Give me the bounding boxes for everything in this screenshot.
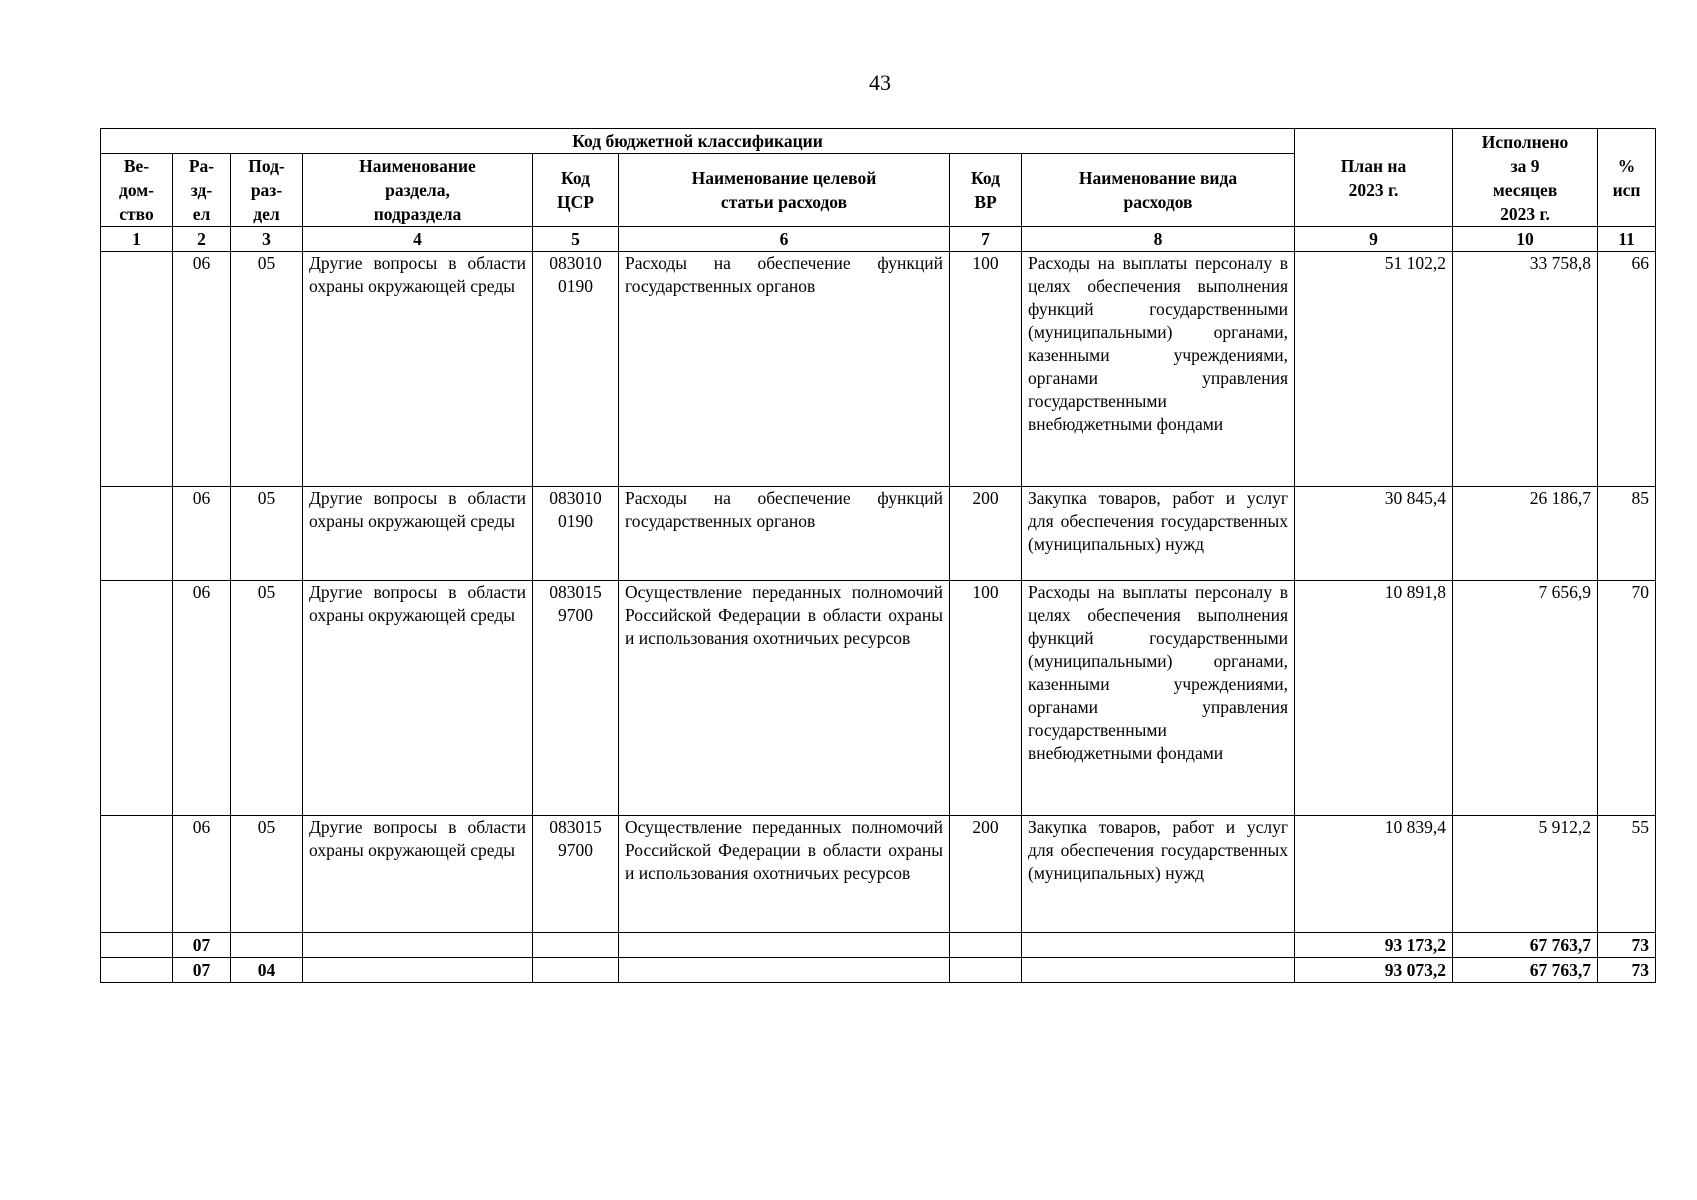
cell-vr: 100: [950, 581, 1022, 816]
column-number: 5: [533, 227, 619, 252]
cell-vr: 200: [950, 487, 1022, 581]
cell-csr: 083010 0190: [533, 252, 619, 487]
cell-razdel: 06: [173, 252, 231, 487]
header-type-name: Наименование вида расходов: [1022, 154, 1295, 227]
header-vedomstvo: Ве- дом- ство: [101, 154, 173, 227]
column-number: 7: [950, 227, 1022, 252]
page-number: 43: [869, 70, 891, 95]
column-number: 2: [173, 227, 231, 252]
cell-percent: 73: [1598, 933, 1656, 958]
header-row-group: [101, 129, 1656, 154]
cell-type-name: Расходы на выплаты персоналу в целях обеспечения выполнения функций государственными (муниципальными) органами, казенными учреждениями, органами управления государственными внебюджетными фондами: [1022, 581, 1295, 816]
cell-plan: 30 845,4: [1295, 487, 1453, 581]
cell-razdel: 06: [173, 816, 231, 933]
cell-vr: [950, 958, 1022, 983]
cell-type-name: [1022, 933, 1295, 958]
column-number: 6: [619, 227, 950, 252]
cell-percent: 73: [1598, 958, 1656, 983]
column-number: 8: [1022, 227, 1295, 252]
cell-razdel: 07: [173, 933, 231, 958]
cell-podrazdel: 05: [231, 816, 303, 933]
cell-plan: 10 891,8: [1295, 581, 1453, 816]
cell-executed: 33 758,8: [1453, 252, 1598, 487]
cell-podrazdel: 05: [231, 252, 303, 487]
cell-section-name: Другие вопросы в области охраны окружающей среды: [303, 487, 533, 581]
cell-percent: 70: [1598, 581, 1656, 816]
header-budget-classification: Код бюджетной классификации: [101, 129, 1295, 154]
column-number: 3: [231, 227, 303, 252]
header-section-name: Наименование раздела, подраздела: [303, 154, 533, 227]
table-row: [101, 581, 1656, 816]
cell-plan: 51 102,2: [1295, 252, 1453, 487]
cell-executed: 67 763,7: [1453, 958, 1598, 983]
cell-target-name: [619, 933, 950, 958]
cell-vedomstvo: [101, 252, 173, 487]
total-row-section: [101, 933, 1656, 958]
cell-csr: [533, 933, 619, 958]
cell-podrazdel: 05: [231, 581, 303, 816]
cell-section-name: Другие вопросы в области охраны окружающей среды: [303, 581, 533, 816]
cell-executed: 26 186,7: [1453, 487, 1598, 581]
column-number: 1: [101, 227, 173, 252]
header-code-vr: Код ВР: [950, 154, 1022, 227]
total-row-subsection: [101, 958, 1656, 983]
cell-csr: 083015 9700: [533, 816, 619, 933]
header-target-name: Наименование целевой статьи расходов: [619, 154, 950, 227]
cell-section-name: [303, 933, 533, 958]
header-code-csr: Код ЦСР: [533, 154, 619, 227]
cell-target-name: Осуществление переданных полномочий Российской Федерации в области охраны и использования охотничьих ресурсов: [619, 581, 950, 816]
cell-podrazdel: 05: [231, 487, 303, 581]
cell-target-name: Расходы на обеспечение функций государственных органов: [619, 487, 950, 581]
cell-vedomstvo: [101, 933, 173, 958]
table-row: [101, 252, 1656, 487]
cell-razdel: 06: [173, 487, 231, 581]
cell-vr: 100: [950, 252, 1022, 487]
cell-vedomstvo: [101, 581, 173, 816]
header-executed: Исполнено за 9 месяцев 2023 г.: [1453, 129, 1598, 227]
cell-plan: 93 073,2: [1295, 958, 1453, 983]
cell-target-name: Расходы на обеспечение функций государственных органов: [619, 252, 950, 487]
cell-type-name: Расходы на выплаты персоналу в целях обеспечения выполнения функций государственными (муниципальными) органами, казенными учреждениями, органами управления государственными внебюджетными фондами: [1022, 252, 1295, 487]
cell-target-name: [619, 958, 950, 983]
cell-csr: [533, 958, 619, 983]
cell-section-name: Другие вопросы в области охраны окружающей среды: [303, 816, 533, 933]
cell-plan: 10 839,4: [1295, 816, 1453, 933]
cell-type-name: [1022, 958, 1295, 983]
column-number: 11: [1598, 227, 1656, 252]
column-number: 4: [303, 227, 533, 252]
cell-percent: 66: [1598, 252, 1656, 487]
cell-target-name: Осуществление переданных полномочий Российской Федерации в области охраны и использования охотничьих ресурсов: [619, 816, 950, 933]
table-row: [101, 487, 1656, 581]
cell-percent: 85: [1598, 487, 1656, 581]
cell-percent: 55: [1598, 816, 1656, 933]
cell-executed: 7 656,9: [1453, 581, 1598, 816]
table-row: [101, 816, 1656, 933]
cell-executed: 5 912,2: [1453, 816, 1598, 933]
cell-csr: 083015 9700: [533, 581, 619, 816]
cell-podrazdel: [231, 933, 303, 958]
cell-vedomstvo: [101, 816, 173, 933]
cell-csr: 083010 0190: [533, 487, 619, 581]
cell-section-name: [303, 958, 533, 983]
cell-type-name: Закупка товаров, работ и услуг для обеспечения государственных (муниципальных) нужд: [1022, 487, 1295, 581]
cell-vedomstvo: [101, 487, 173, 581]
cell-vr: 200: [950, 816, 1022, 933]
header-podrazdel: Под- раз- дел: [231, 154, 303, 227]
cell-razdel: 06: [173, 581, 231, 816]
column-number: 10: [1453, 227, 1598, 252]
cell-vr: [950, 933, 1022, 958]
header-razdel: Ра- зд- ел: [173, 154, 231, 227]
cell-razdel: 07: [173, 958, 231, 983]
cell-plan: 93 173,2: [1295, 933, 1453, 958]
column-number: 9: [1295, 227, 1453, 252]
cell-section-name: Другие вопросы в области охраны окружающей среды: [303, 252, 533, 487]
cell-type-name: Закупка товаров, работ и услуг для обеспечения государственных (муниципальных) нужд: [1022, 816, 1295, 933]
header-column-numbers: [101, 227, 1656, 252]
cell-vedomstvo: [101, 958, 173, 983]
budget-table: [100, 128, 1656, 983]
header-percent: % исп: [1598, 129, 1656, 227]
header-plan: План на 2023 г.: [1295, 129, 1453, 227]
cell-executed: 67 763,7: [1453, 933, 1598, 958]
cell-podrazdel: 04: [231, 958, 303, 983]
